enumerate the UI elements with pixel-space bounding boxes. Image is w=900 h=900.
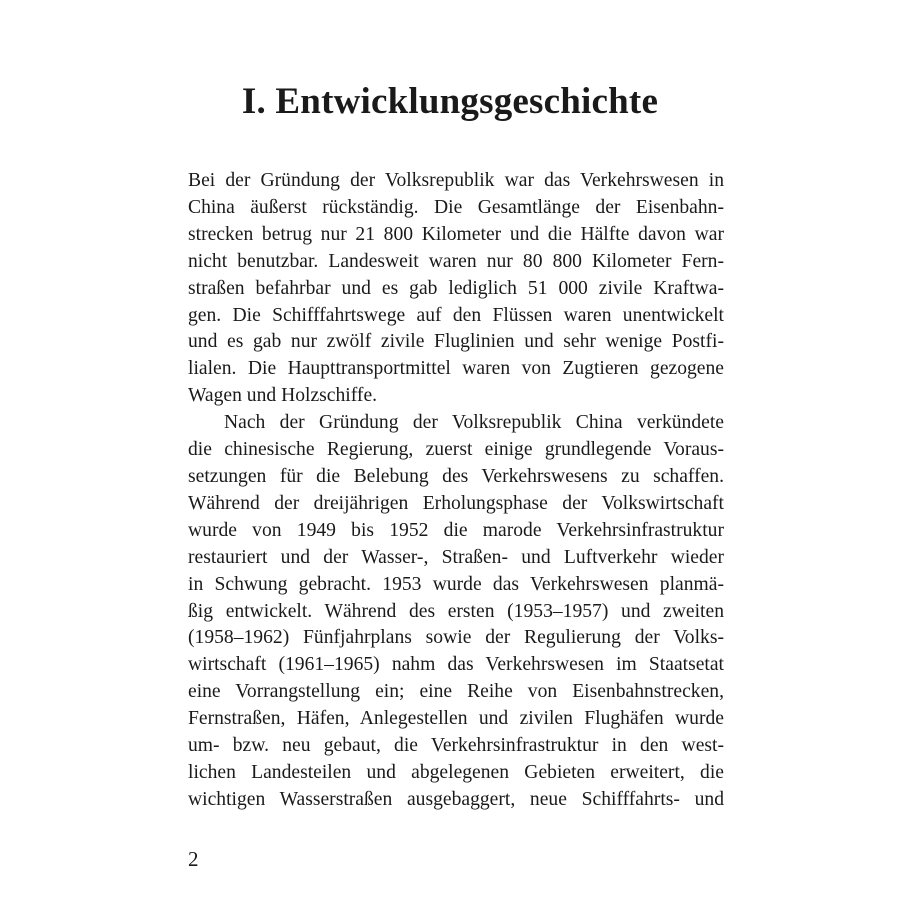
text-line: nicht benutzbar. Landesweit waren nur 80 800 Kilometer Fern- (188, 250, 724, 272)
text-line: in Schwung gebracht. 1953 wurde das Verkehrswesen planmä- (188, 573, 724, 595)
text-line: straßen befahrbar und es gab lediglich 51 000 zivile Kraftwa- (188, 277, 724, 299)
body-text (188, 168, 724, 814)
page-number: 2 (188, 847, 199, 871)
text-line: lialen. Die Haupttransportmittel waren von Zugtieren gezogene (188, 358, 724, 380)
text-line: restauriert und der Wasser-, Straßen- und Luftverkehr wieder (188, 546, 724, 568)
text-line: die chinesische Regierung, zuerst einige grundlegende Voraus- (188, 439, 724, 461)
text-line: China äußerst rückständig. Die Gesamtlänge der Eisenbahn- (188, 196, 724, 218)
text-line: strecken betrug nur 21 800 Kilometer und die Hälfte davon war (188, 223, 724, 245)
text-line: Wagen und Holzschiffe. (188, 385, 378, 407)
text-line: ßig entwickelt. Während des ersten (1953–1957) und zweiten (188, 600, 724, 622)
text-line: Fernstraßen, Häfen, Anlegestellen und zivilen Flughäfen wurde (188, 708, 724, 730)
text-line: setzungen für die Belebung des Verkehrswesens zu schaffen. (188, 465, 724, 487)
text-line: Bei der Gründung der Volksrepublik war das Verkehrswesen in (188, 170, 724, 191)
text-line: wurde von 1949 bis 1952 die marode Verkehrsinfrastruktur (188, 519, 724, 541)
text-line: Während der dreijährigen Erholungsphase der Volkswirtschaft (188, 492, 724, 514)
text-line: lichen Landesteilen und abgelegenen Gebieten erweitert, die (188, 761, 724, 783)
text-line: eine Vorrangstellung ein; eine Reihe von Eisenbahnstrecken, (188, 681, 724, 703)
text-line: gen. Die Schifffahrtswege auf den Flüssen waren unentwickelt (188, 304, 724, 326)
text-line: wirtschaft (1961–1965) nahm das Verkehrswesen im Staatsetat (188, 654, 724, 676)
text-line: (1958–1962) Fünfjahrplans sowie der Regulierung der Volks- (188, 627, 724, 649)
text-line: wichtigen Wasserstraßen ausgebaggert, neue Schifffahrts- und (188, 788, 724, 810)
page-title: I. Entwicklungsgeschichte (241, 81, 659, 122)
text-line: und es gab nur zwölf zivile Fluglinien und sehr wenige Postfi- (188, 331, 724, 353)
text-line: um- bzw. neu gebaut, die Verkehrsinfrastruktur in den west- (188, 735, 724, 757)
text-line: Nach der Gründung der Volksrepublik China verkündete (224, 412, 724, 434)
